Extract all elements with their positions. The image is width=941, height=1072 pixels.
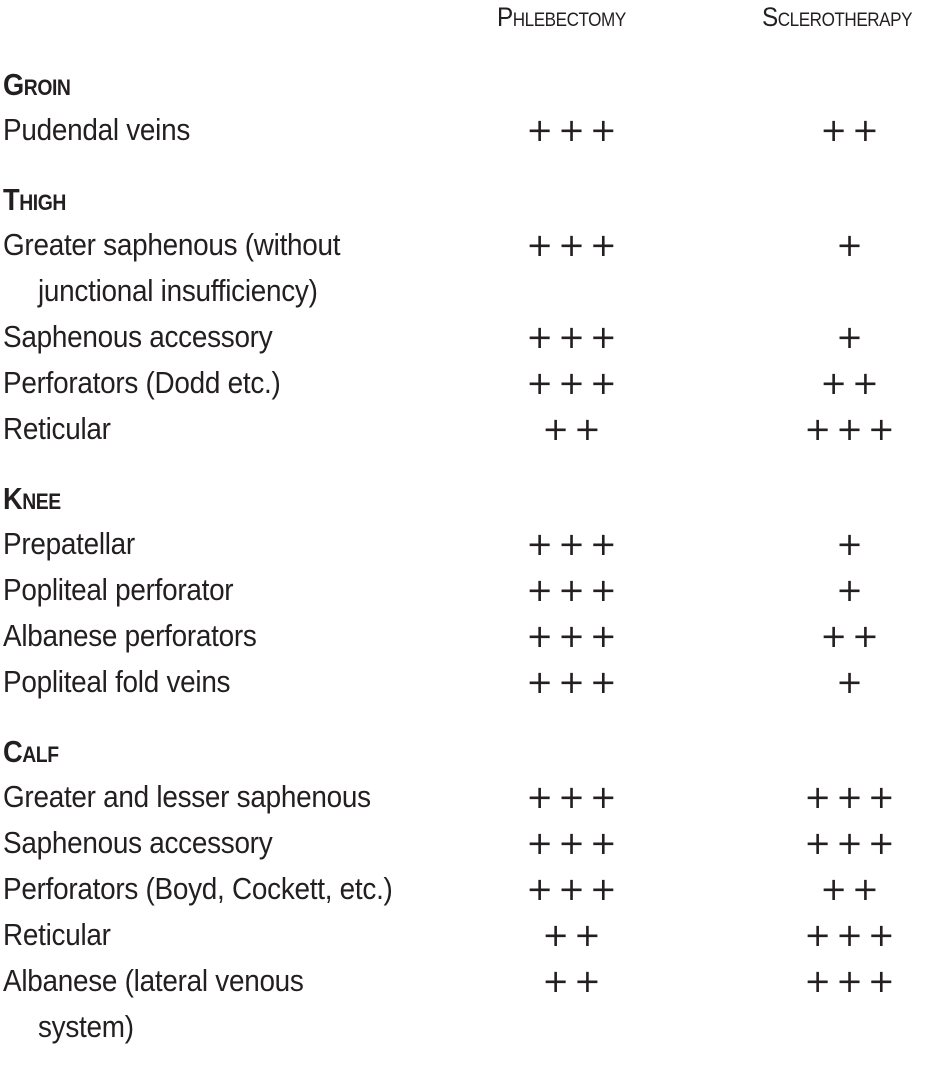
row-label-albanese-perforators: Albanese perforators xyxy=(3,618,257,653)
sclerotherapy-rating: + xyxy=(836,571,868,609)
row-label-prepatellar: Prepatellar xyxy=(3,526,135,561)
phlebectomy-rating: +++ xyxy=(526,571,622,609)
sclerotherapy-rating: + xyxy=(836,525,868,563)
row-label-greater-saphenous: Greater saphenous (without xyxy=(3,227,341,262)
phlebectomy-rating: +++ xyxy=(526,778,622,816)
phlebectomy-rating: +++ xyxy=(526,318,622,356)
section-title-knee: Knee xyxy=(3,481,61,516)
row-label-greater-saphenous-cont: junctional insufficiency) xyxy=(38,273,318,308)
sclerotherapy-rating: + xyxy=(836,318,868,356)
row-label-reticular: Reticular xyxy=(3,411,111,446)
phlebectomy-rating: +++ xyxy=(526,663,622,701)
section-title-thigh: Thigh xyxy=(3,182,66,217)
sclerotherapy-rating: ++ xyxy=(820,617,884,655)
sclerotherapy-rating: +++ xyxy=(804,824,900,862)
sclerotherapy-rating: +++ xyxy=(804,778,900,816)
phlebectomy-rating: +++ xyxy=(526,870,622,908)
phlebectomy-rating: ++ xyxy=(542,916,606,954)
row-label-popliteal-perforator: Popliteal perforator xyxy=(3,572,234,607)
row-label-perforators-boyd-cockett: Perforators (Boyd, Cockett, etc.) xyxy=(3,871,393,906)
phlebectomy-rating: +++ xyxy=(526,617,622,655)
sclerotherapy-rating: +++ xyxy=(804,916,900,954)
phlebectomy-rating: +++ xyxy=(526,525,622,563)
row-label-pudendal-veins: Pudendal veins xyxy=(3,112,191,147)
sclerotherapy-rating: +++ xyxy=(804,410,900,448)
phlebectomy-rating: +++ xyxy=(526,364,622,402)
row-label-perforators-dodd: Perforators (Dodd etc.) xyxy=(3,365,281,400)
phlebectomy-rating: ++ xyxy=(542,962,606,1000)
sclerotherapy-rating: + xyxy=(836,663,868,701)
row-label-saphenous-accessory: Saphenous accessory xyxy=(3,319,273,354)
row-label-saphenous-accessory: Saphenous accessory xyxy=(3,825,273,860)
row-label-albanese-lateral-venous-cont: system) xyxy=(38,1009,134,1044)
section-title-groin: Groin xyxy=(3,67,71,102)
row-label-popliteal-fold-veins: Popliteal fold veins xyxy=(3,664,231,699)
phlebectomy-rating: +++ xyxy=(526,111,622,149)
sclerotherapy-rating: ++ xyxy=(820,364,884,402)
row-label-reticular: Reticular xyxy=(3,917,111,952)
phlebectomy-rating: +++ xyxy=(526,824,622,862)
sclerotherapy-rating: +++ xyxy=(804,962,900,1000)
phlebectomy-rating: ++ xyxy=(542,410,606,448)
sclerotherapy-rating: ++ xyxy=(820,870,884,908)
section-title-calf: Calf xyxy=(3,734,59,769)
column-header-sclerotherapy: Sclerotherapy xyxy=(762,2,913,32)
row-label-greater-lesser-saphenous: Greater and lesser saphenous xyxy=(3,779,371,814)
column-header-phlebectomy: Phlebectomy xyxy=(497,2,626,32)
sclerotherapy-rating: ++ xyxy=(820,111,884,149)
row-label-albanese-lateral-venous: Albanese (lateral venous xyxy=(3,963,304,998)
phlebectomy-rating: +++ xyxy=(526,226,622,264)
sclerotherapy-rating: + xyxy=(836,226,868,264)
